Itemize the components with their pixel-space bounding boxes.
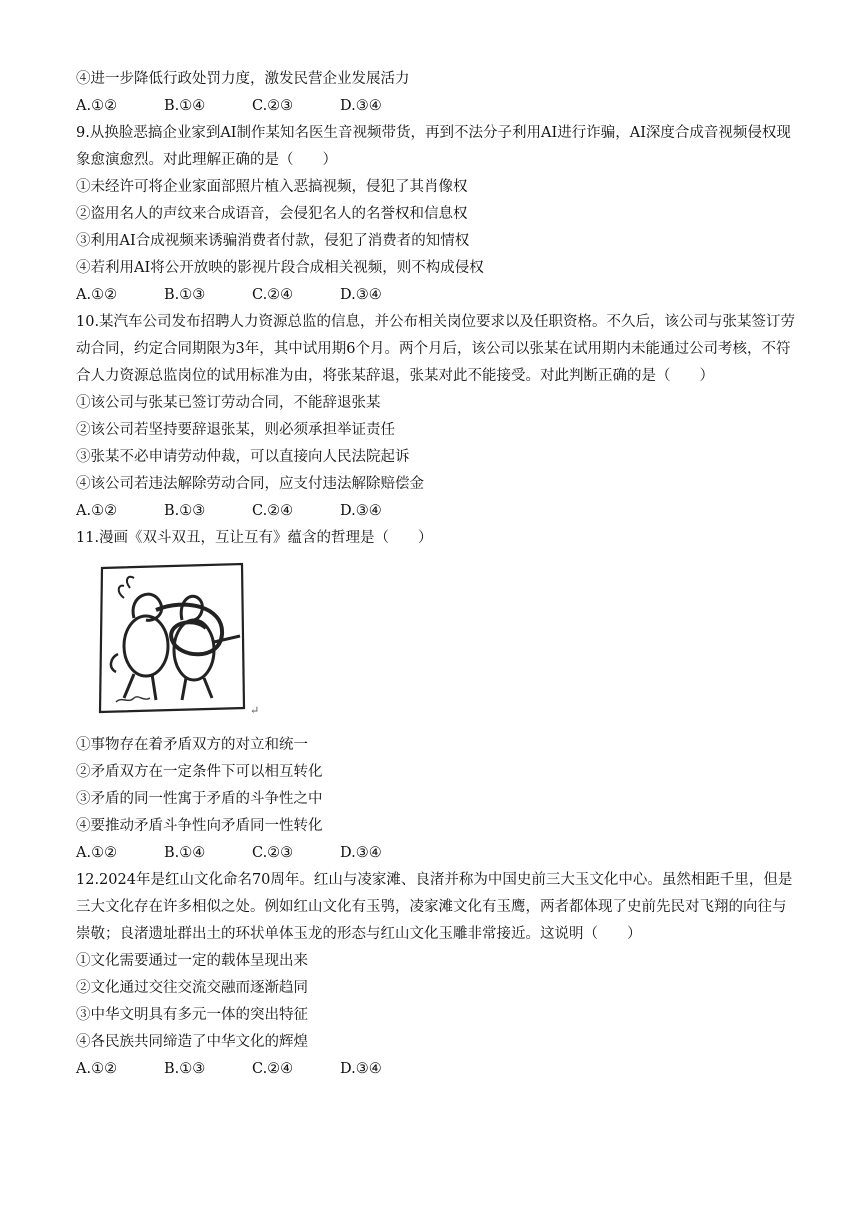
question-12-stem: 12.2024年是红山文化命名70周年。红山与凌家滩、良渚并称为中国史前三大玉文化中心。虽然相距千里，但是三大文化存在许多相似之处。例如红山文化有玉鸮，凌家滩文化有玉鹰，两者都体现了史前先民对飞翔的向往与崇敬；良渚遗址群出土的环状单体玉龙的形态与红山文化玉雕非常接近。这说明（ ）: [76, 872, 793, 942]
option-d: D.③④: [340, 845, 382, 861]
question-9-item-3: ③利用AI合成视频来诱骗消费者付款，侵犯了消费者的知情权: [76, 233, 470, 249]
option-b: B.①③: [164, 287, 206, 303]
question-9-options: [76, 282, 796, 309]
question-10-item-3: ③张某不必申请劳动仲裁，可以直接向人民法院起诉: [76, 449, 410, 465]
question-9-item-1: ①未经许可将企业家面部照片植入恶搞视频，侵犯了其肖像权: [76, 179, 468, 195]
question-12-item-3: ③中华文明具有多元一体的突出特征: [76, 1007, 308, 1023]
option-d: D.③④: [340, 98, 382, 114]
option-c: C.②④: [252, 503, 294, 519]
question-9-stem: 9.从换脸恶搞企业家到AI制作某知名医生音视频带货，再到不法分子利用AI进行诈骗，AI深度合成音视频侵权现象愈演愈烈。对此理解正确的是（ ）: [76, 125, 791, 168]
exam-page: [76, 66, 796, 1083]
question-10-stem: 10.某汽车公司发布招聘人力资源总监的信息，并公布相关岗位要求以及任职资格。不久后，该公司与张某签订劳动合同，约定合同期限为3年，其中试用期6个月。两个月后，该公司以张某在试用期内未能通过公司考核，不符合人力资源总监岗位的试用标准为由，将张某辞退，张某对此不能接受。对此判断正确的是（ ）: [76, 314, 796, 384]
option-d: D.③④: [340, 503, 382, 519]
question-11-stem: 11.漫画《双斗双丑，互让互有》蕴含的哲理是（ ）: [76, 530, 433, 546]
question-12-item-4: ④各民族共同缔造了中华文化的辉煌: [76, 1034, 308, 1050]
item-text: ④进一步降低行政处罚力度，激发民营企业发展活力: [76, 71, 410, 87]
option-d: D.③④: [340, 1061, 382, 1077]
return-mark: ↵: [250, 704, 260, 717]
question-11-item-2: ②矛盾双方在一定条件下可以相互转化: [76, 764, 323, 780]
option-b: B.①③: [164, 503, 206, 519]
option-c: C.②③: [252, 845, 294, 861]
option-b: B.①④: [164, 845, 206, 861]
answer-options: [76, 93, 796, 120]
option-b: B.①③: [164, 1061, 206, 1077]
question-10-options: [76, 498, 796, 525]
option-b: B.①④: [164, 98, 206, 114]
option-c: C.②④: [252, 1061, 294, 1077]
option-d: D.③④: [340, 287, 382, 303]
question-10-item-2: ②该公司若坚持要辞退张某，则必须承担举证责任: [76, 422, 395, 438]
cartoon-illustration: [94, 558, 254, 720]
question-10-item-4: ④该公司若违法解除劳动合同，应支付违法解除赔偿金: [76, 476, 424, 492]
question-9-item-2: ②盗用名人的声纹来合成语音，会侵犯名人的名誉权和信息权: [76, 206, 468, 222]
question-10-item-1: ①该公司与张某已签订劳动合同，不能辞退张某: [76, 395, 381, 411]
option-a: A.①②: [76, 503, 118, 519]
option-c: C.②③: [252, 98, 294, 114]
option-a: A.①②: [76, 98, 118, 114]
question-12-item-2: ②文化通过交往交流交融而逐渐趋同: [76, 980, 308, 996]
option-a: A.①②: [76, 845, 118, 861]
question-12-item-1: ①文化需要通过一定的载体呈现出来: [76, 953, 308, 969]
cartoon-figure: [94, 558, 796, 726]
question-11-options: [76, 840, 796, 867]
question-9-item-4: ④若利用AI将公开放映的影视片段合成相关视频，则不构成侵权: [76, 260, 484, 276]
question-11-item-1: ①事物存在着矛盾双方的对立和统一: [76, 737, 308, 753]
option-c: C.②④: [252, 287, 294, 303]
option-a: A.①②: [76, 287, 118, 303]
option-a: A.①②: [76, 1061, 118, 1077]
question-12-options: [76, 1056, 796, 1083]
question-11-item-4: ④要推动矛盾斗争性向矛盾同一性转化: [76, 818, 323, 834]
question-11-item-3: ③矛盾的同一性寓于矛盾的斗争性之中: [76, 791, 323, 807]
